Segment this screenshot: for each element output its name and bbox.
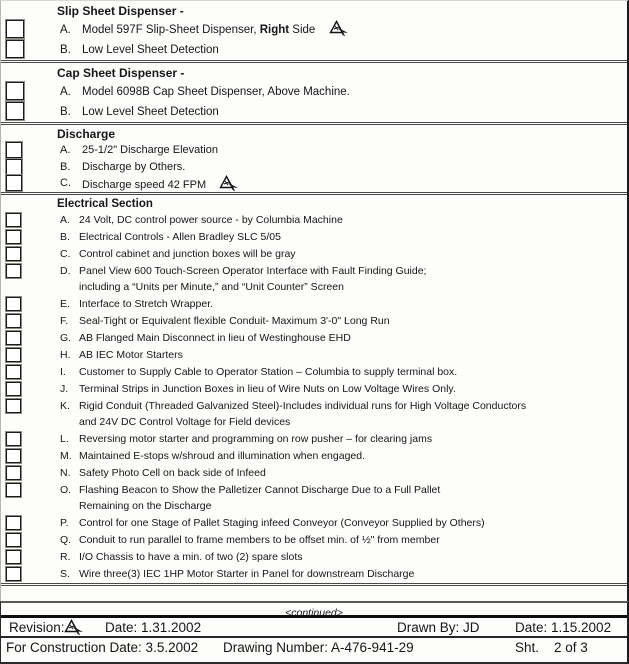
row-text bbox=[82, 175, 627, 194]
section-title: Cap Sheet Dispenser - bbox=[57, 66, 185, 80]
drawn-date: Date: 1.15.2002 bbox=[515, 620, 612, 635]
checklist-row bbox=[1, 398, 627, 431]
row-text bbox=[79, 515, 627, 532]
row-text bbox=[79, 431, 627, 448]
checklist-row bbox=[1, 102, 627, 122]
row-text-segment: Reversing motor starter and programming on row pusher – for clearing jams bbox=[79, 432, 433, 445]
row-letter: A. bbox=[60, 213, 70, 226]
row-checkbox[interactable] bbox=[6, 567, 21, 582]
section-slip-sheet-dispenser bbox=[1, 1, 627, 63]
row-text bbox=[79, 549, 627, 566]
row-text bbox=[79, 482, 627, 515]
row-checkbox[interactable] bbox=[6, 213, 21, 228]
row-checkbox[interactable] bbox=[6, 533, 21, 548]
row-letter: D. bbox=[60, 264, 71, 277]
checklist-row bbox=[1, 263, 627, 296]
row-checkbox[interactable] bbox=[6, 175, 22, 191]
row-checkbox[interactable] bbox=[6, 40, 24, 58]
row-text-segment: Control cabinet and junction boxes will be gray bbox=[79, 247, 296, 260]
row-text bbox=[79, 296, 627, 313]
row-letter: L. bbox=[60, 432, 69, 445]
row-letter: J. bbox=[60, 382, 69, 395]
revision-date: Date: 1.31.2002 bbox=[105, 620, 202, 635]
row-text bbox=[82, 20, 627, 40]
continued-text: <continued> bbox=[285, 607, 343, 619]
row-text-segment: Discharge speed 42 FPM bbox=[82, 179, 207, 191]
row-checkbox[interactable] bbox=[6, 516, 21, 531]
row-text-segment: Interface to Stretch Wrapper. bbox=[79, 297, 214, 310]
row-checkbox[interactable] bbox=[6, 297, 21, 312]
row-letter: C. bbox=[60, 247, 71, 260]
row-letter: K. bbox=[60, 399, 70, 412]
row-text-segment: Electrical Controls - Allen Bradley SLC 5/05 bbox=[79, 230, 281, 243]
row-checkbox[interactable] bbox=[6, 399, 21, 414]
row-text-segment: Conduit to run parallel to frame members to be offset min. of ½" from member bbox=[79, 533, 440, 546]
row-letter: A. bbox=[60, 86, 71, 98]
section-discharge bbox=[1, 125, 627, 195]
row-text-segment: Customer to Supply Cable to Operator Station – Columbia to supply terminal box. bbox=[79, 365, 458, 378]
row-text-segment: Side bbox=[289, 24, 316, 36]
row-letter: H. bbox=[60, 348, 71, 361]
row-letter: B. bbox=[60, 160, 71, 173]
row-text-bold-segment: Right bbox=[259, 24, 290, 36]
row-checkbox[interactable] bbox=[6, 483, 21, 498]
row-text bbox=[79, 381, 627, 398]
row-letter: M. bbox=[60, 449, 72, 462]
row-text-segment: Seal-Tight or Equivalent flexible Conduit- Maximum 3'-0" Long Run bbox=[79, 314, 390, 327]
row-checkbox[interactable] bbox=[6, 314, 21, 329]
row-checkbox[interactable] bbox=[6, 449, 21, 464]
checklist-row bbox=[1, 229, 627, 246]
row-checkbox[interactable] bbox=[6, 365, 21, 380]
checklist-row bbox=[1, 532, 627, 549]
row-text bbox=[82, 40, 627, 60]
row-text-line2: and 24V DC Control Voltage for Field devices bbox=[79, 416, 291, 428]
drawn-by: Drawn By: JD bbox=[397, 620, 480, 635]
row-letter: R. bbox=[60, 550, 71, 563]
row-text bbox=[82, 159, 627, 176]
revision-triangle-icon bbox=[63, 619, 86, 636]
section-cap-sheet-dispenser bbox=[1, 63, 627, 125]
section-title: Electrical Section bbox=[57, 197, 153, 210]
row-text-segment: Panel View 600 Touch-Screen Operator Interface with Fault Finding Guide; bbox=[79, 264, 427, 277]
row-checkbox[interactable] bbox=[6, 159, 22, 175]
section-title: Slip Sheet Dispenser - bbox=[57, 4, 184, 18]
continued-row bbox=[1, 603, 627, 618]
section-electrical-section bbox=[1, 195, 627, 586]
construction-date: For Construction Date: 3.5.2002 bbox=[6, 640, 199, 655]
checklist-row bbox=[1, 465, 627, 482]
row-checkbox[interactable] bbox=[6, 264, 21, 279]
row-checkbox[interactable] bbox=[6, 102, 24, 120]
row-text bbox=[79, 229, 627, 246]
row-checkbox[interactable] bbox=[6, 550, 21, 565]
row-checkbox[interactable] bbox=[6, 82, 24, 100]
empty-spacer-row bbox=[1, 586, 627, 602]
row-checkbox[interactable] bbox=[6, 331, 21, 346]
row-text-segment: 25-1/2" Discharge Elevation bbox=[82, 144, 218, 156]
row-text-segment: AB Flanged Main Disconnect in lieu of Westinghouse EHD bbox=[79, 331, 351, 344]
row-checkbox[interactable] bbox=[6, 432, 21, 447]
checklist-row bbox=[1, 549, 627, 566]
checklist-row bbox=[1, 431, 627, 448]
row-text bbox=[79, 263, 627, 296]
row-text-segment: I/O Chassis to have a min. of two (2) spare slots bbox=[79, 550, 303, 563]
row-text bbox=[79, 448, 627, 465]
row-text-segment: Wire three(3) IEC 1HP Motor Starter in Panel for downstream Discharge bbox=[79, 567, 415, 580]
row-text bbox=[79, 330, 627, 347]
row-letter: B. bbox=[60, 230, 70, 243]
checklist-row bbox=[1, 20, 627, 40]
checklist-row bbox=[1, 142, 627, 159]
checklist-row bbox=[1, 175, 627, 192]
checklist-row bbox=[1, 347, 627, 364]
row-text bbox=[79, 566, 627, 583]
checklist-row bbox=[1, 313, 627, 330]
row-text bbox=[82, 82, 627, 102]
row-text-segment: Low Level Sheet Detection bbox=[82, 44, 219, 56]
row-text bbox=[79, 313, 627, 330]
checklist-row bbox=[1, 566, 627, 583]
sheet-value: 2 of 3 bbox=[554, 640, 588, 655]
row-text bbox=[79, 347, 627, 364]
row-text-segment: Terminal Strips in Junction Boxes in lieu of Wire Nuts on Low Voltage Wires Only. bbox=[79, 382, 456, 395]
row-letter: Q. bbox=[60, 533, 72, 546]
checklist-row bbox=[1, 448, 627, 465]
row-text bbox=[79, 246, 627, 263]
row-text-segment: Model 597F Slip-Sheet Dispenser, bbox=[82, 24, 260, 36]
row-letter: A. bbox=[60, 24, 71, 36]
checklist-row bbox=[1, 296, 627, 313]
row-letter: F. bbox=[60, 314, 69, 327]
row-text-segment: Model 6098B Cap Sheet Dispenser, Above Machine. bbox=[82, 86, 350, 98]
row-text-segment: Discharge by Others. bbox=[82, 160, 186, 173]
checklist-row bbox=[1, 159, 627, 176]
checklist-row bbox=[1, 212, 627, 229]
row-text bbox=[79, 532, 627, 549]
revision-row bbox=[1, 618, 627, 638]
row-letter: E. bbox=[60, 297, 70, 310]
row-letter: A. bbox=[60, 144, 71, 156]
revision-triangle-icon bbox=[218, 175, 241, 192]
checklist-row bbox=[1, 364, 627, 381]
row-letter: B. bbox=[60, 106, 71, 118]
section-title: Discharge bbox=[57, 127, 116, 141]
checklist-row bbox=[1, 381, 627, 398]
row-text bbox=[79, 212, 627, 229]
row-text bbox=[79, 398, 627, 431]
checklist-row bbox=[1, 246, 627, 263]
row-text-segment: Low Level Sheet Detection bbox=[82, 106, 219, 118]
row-text-segment: AB IEC Motor Starters bbox=[79, 348, 183, 361]
row-letter: S. bbox=[60, 567, 70, 580]
row-letter: O. bbox=[60, 483, 72, 496]
row-checkbox[interactable] bbox=[6, 142, 22, 158]
construction-row bbox=[1, 638, 627, 657]
row-text-segment: 24 Volt, DC control power source - by Columbia Machine bbox=[79, 213, 343, 226]
row-checkbox[interactable] bbox=[6, 247, 21, 262]
row-letter: P. bbox=[60, 516, 69, 529]
row-text bbox=[79, 465, 627, 482]
revision-label: Revision: bbox=[9, 620, 65, 635]
row-text-segment: Maintained E-stops w/shroud and illumination when engaged. bbox=[79, 449, 366, 462]
row-checkbox[interactable] bbox=[6, 382, 21, 397]
row-letter: N. bbox=[60, 466, 71, 479]
row-text-line2: including a “Units per Minute,” and “Unit Counter” Screen bbox=[79, 281, 344, 293]
checklist-row bbox=[1, 515, 627, 532]
checklist-row bbox=[1, 40, 627, 60]
row-text-segment: Rigid Conduit (Threaded Galvanized Steel)-Includes individual runs for High Voltage Conductors bbox=[79, 399, 527, 412]
revision-triangle-icon bbox=[328, 20, 351, 37]
row-text-segment: Safety Photo Cell on back side of Infeed bbox=[79, 466, 266, 479]
row-text-segment: Control for one Stage of Pallet Staging infeed Conveyor (Conveyor Supplied by Others) bbox=[79, 516, 485, 529]
sheet-label: Sht. bbox=[515, 640, 540, 655]
row-letter: G. bbox=[60, 331, 72, 344]
row-text bbox=[82, 142, 627, 159]
drawing-number: Drawing Number: A-476-941-29 bbox=[223, 640, 414, 655]
title-block-footer bbox=[0, 601, 629, 664]
row-text bbox=[82, 102, 627, 122]
row-text-line2: Remaining on the Discharge bbox=[79, 500, 212, 512]
row-checkbox[interactable] bbox=[6, 230, 21, 245]
row-checkbox[interactable] bbox=[6, 20, 24, 38]
checklist-row bbox=[1, 482, 627, 515]
checklist-row bbox=[1, 82, 627, 102]
row-checkbox[interactable] bbox=[6, 348, 21, 363]
row-letter: B. bbox=[60, 44, 71, 56]
row-letter: C. bbox=[60, 177, 71, 189]
row-text-segment: Flashing Beacon to Show the Palletizer Cannot Discharge Due to a Full Pallet bbox=[79, 483, 441, 496]
row-checkbox[interactable] bbox=[6, 466, 21, 481]
row-letter: I. bbox=[60, 365, 66, 378]
row-text bbox=[79, 364, 627, 381]
checklist-row bbox=[1, 330, 627, 347]
